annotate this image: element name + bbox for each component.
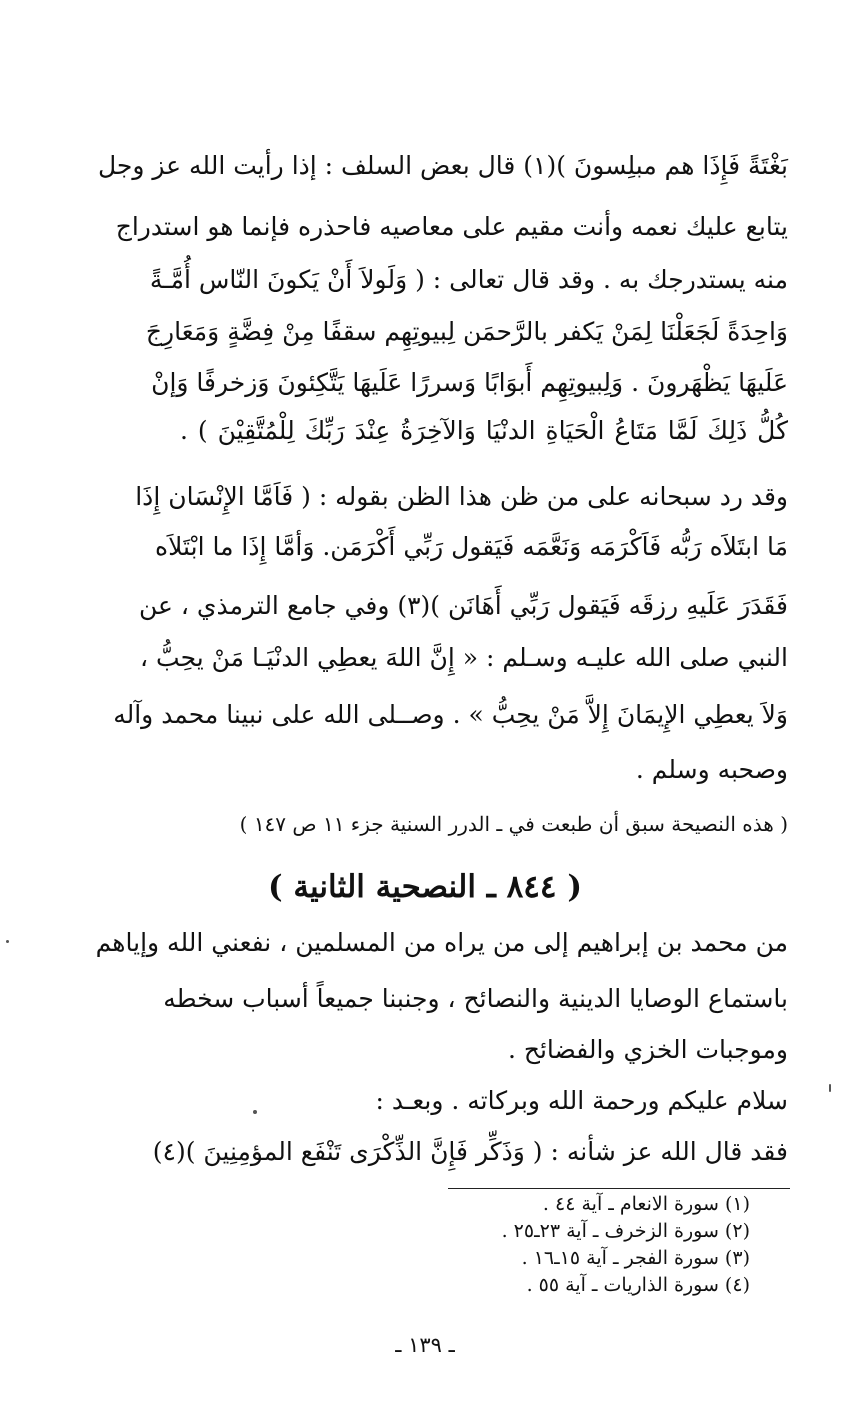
body-line: فَقَدَرَ عَلَيهِ رزقَه فَيَقول رَبِّي أَهَانَن )(٣) وفي جامع الترمذي ، عن bbox=[138, 591, 788, 620]
body-line: وَاحِدَةً لَجَعَلْنَا لِمَنْ يَكفر بالرَّحمَن لِبيوتِهِم سقفًا مِنْ فِضَّةٍ وَمَعَارِجَ bbox=[145, 317, 788, 346]
letter-line: فقد قال الله عز شأنه : ( وَذَكِّر فَإِنَّ الذِّكْرَى تَنْفَع المؤمِنِينَ )(٤) bbox=[152, 1137, 788, 1166]
footnote: (٤) سورة الذاريات ـ آية ٥٥ . bbox=[526, 1274, 750, 1296]
footnote: (١) سورة الانعام ـ آية ٤٤ . bbox=[542, 1193, 750, 1215]
section-heading: ( ٨٤٤ ـ النصحية الثانية ) bbox=[267, 869, 583, 905]
body-line: وَلاَ يعطِي الإِيمَانَ إِلاَّ مَنْ يحِبُّ » . وصــلى الله على نبينا محمد وآله bbox=[113, 700, 788, 729]
scan-speck bbox=[6, 940, 9, 943]
body-line: بَغْتَةً فَإِذَا هم مبلِسونَ )(١) قال بعض السلف : إذا رأيت الله عز وجل bbox=[97, 151, 788, 180]
scan-speck bbox=[253, 1110, 257, 1114]
letter-line: باستماع الوصايا الدينية والنصائح ، وجنبنا جميعاً أسباب سخطه bbox=[163, 984, 788, 1013]
letter-line: سلام عليكم ورحمة الله وبركاته . وبعـد : bbox=[375, 1086, 788, 1115]
body-line: مَا ابتَلاَه رَبُّه فَاَكْرَمَه وَنَعَّمَه فَيَقول رَبِّي أَكْرَمَن. وَأمَّا إِذَا ما ابْتَلاَه bbox=[155, 532, 788, 561]
letter-line: وموجبات الخزي والفضائح . bbox=[507, 1035, 788, 1064]
scan-speck bbox=[829, 1084, 831, 1092]
body-line: كُلُّ ذَلِكَ لَمَّا مَتَاعُ الْحَيَاةِ الدنْيَا وَالآخِرَةُ عِنْدَ رَبِّكَ لِلْمُتَّقِيْنَ ) . bbox=[180, 416, 788, 445]
body-line: يتابع عليك نعمه وأنت مقيم على معاصيه فاحذره فإنما هو استدراج bbox=[115, 212, 788, 241]
footnote: (٢) سورة الزخرف ـ آية ٢٣ـ٢٥ . bbox=[501, 1220, 750, 1242]
page-number: ـ ١٣٩ ـ bbox=[395, 1333, 455, 1357]
body-line: منه يستدرجك به . وقد قال تعالى : ( وَلَولاَ أَنْ يَكونَ النّاس أُمَّـةً bbox=[149, 265, 788, 294]
footnote: (٣) سورة الفجر ـ آية ١٥ـ١٦ . bbox=[521, 1247, 750, 1269]
body-line: عَلَيهَا يَظْهَرونَ . وَلِبيوتِهِم أَبوَابًا وَسررًا عَلَيهَا يَتَّكِئونَ وَزخرفًا وَإنْ bbox=[151, 368, 788, 397]
body-line: النبي صلى الله عليـه وسـلم : « إِنَّ اللهَ يعطِي الدنْيَـا مَنْ يحِبُّ ، bbox=[140, 643, 788, 672]
footnote-separator bbox=[448, 1188, 790, 1189]
body-line: وصحبه وسلم . bbox=[635, 755, 788, 784]
letter-line: من محمد بن إبراهيم إلى من يراه من المسلمين ، نفعني الله وإياهم bbox=[95, 928, 788, 957]
source-note: ( هذه النصيحة سبق أن طبعت في ـ الدرر السنية جزء ١١ ص ١٤٧ ) bbox=[239, 812, 788, 836]
body-line: وقد رد سبحانه على من ظن هذا الظن بقوله : ( فَاَمَّا الإِنْسَان إِذَا bbox=[135, 482, 788, 511]
